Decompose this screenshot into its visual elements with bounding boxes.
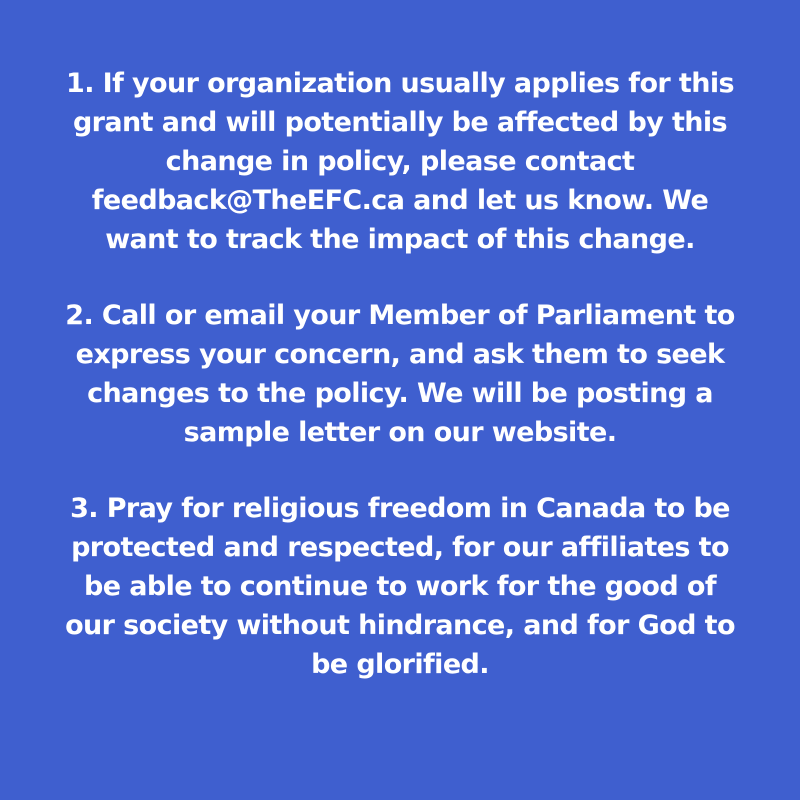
text-line: our society without hindrance, and for God to xyxy=(65,610,735,641)
text-line: feedback@TheEFC.ca and let us know. We xyxy=(91,185,709,216)
action-item-1 xyxy=(50,64,750,259)
text-line: want to track the impact of this change. xyxy=(105,224,695,255)
text-line: 2. Call or email your Member of Parliament to xyxy=(65,300,735,331)
text-line: 3. Pray for religious freedom in Canada to be xyxy=(70,493,730,524)
text-line: protected and respected, for our affiliates to xyxy=(71,532,729,563)
text-line: sample letter on our website. xyxy=(183,417,617,448)
text-line: be glorified. xyxy=(311,649,489,680)
action-item-3 xyxy=(50,489,750,684)
text-line: 1. If your organization usually applies for this xyxy=(66,68,734,99)
text-line: changes to the policy. We will be posting a xyxy=(87,378,713,409)
text-line: change in policy, please contact xyxy=(165,146,635,177)
text-line: grant and will potentially be affected by this xyxy=(72,107,728,138)
text-line: be able to continue to work for the good of xyxy=(83,571,717,602)
action-item-2 xyxy=(50,296,750,452)
text-line: express your concern, and ask them to seek xyxy=(75,339,725,370)
